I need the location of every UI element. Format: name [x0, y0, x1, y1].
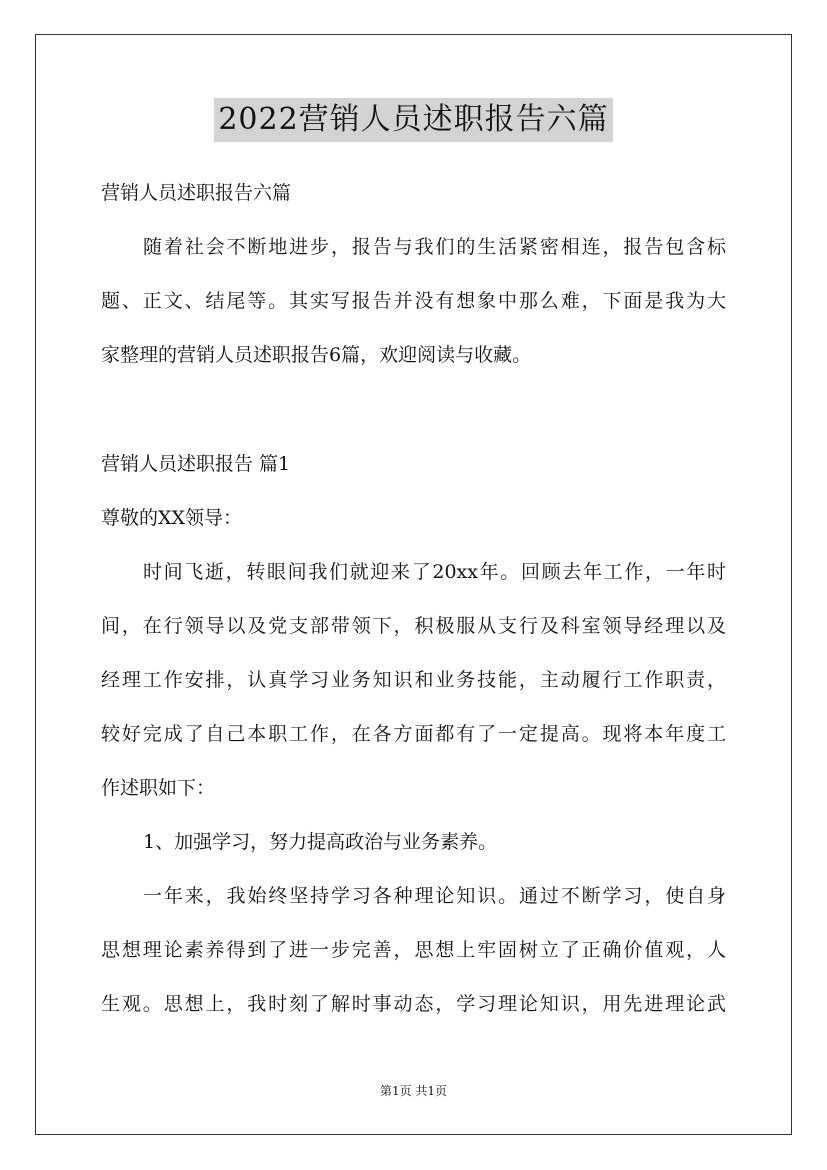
page-number: 第1页 共1页 — [379, 1084, 448, 1098]
point-1: 1、加强学习，努力提高政治与业务素养。 — [143, 831, 498, 853]
para2-line-1: 一年来，我始终坚持学习各种理论知识。通过不断学习，使自身 — [143, 885, 726, 907]
title-container — [0, 98, 827, 142]
section-heading: 营销人员述职报告 篇1 — [101, 453, 291, 475]
document-title: 2022营销人员述职报告六篇 — [214, 98, 612, 142]
intro-line-3: 家整理的营销人员述职报告6篇，欢迎阅读与收藏。 — [101, 344, 532, 366]
subtitle: 营销人员述职报告六篇 — [101, 182, 292, 204]
para1-line-2: 间，在行领导以及党支部带领下，积极服从支行及科室领导经理以及 — [101, 615, 726, 637]
intro-line-1: 随着社会不断地进步，报告与我们的生活紧密相连，报告包含标 — [143, 236, 726, 258]
para2-line-3: 生观。思想上，我时刻了解时事动态，学习理论知识，用先进理论武 — [101, 993, 726, 1015]
para1-line-1: 时间飞逝，转眼间我们就迎来了20xx年。回顾去年工作，一年时 — [143, 561, 726, 583]
para1-line-3: 经理工作安排，认真学习业务知识和业务技能，主动履行工作职责， — [101, 669, 726, 691]
para1-line-5: 作述职如下： — [101, 777, 216, 799]
salutation: 尊敬的XX领导： — [101, 507, 243, 529]
para2-line-2: 思想理论素养得到了进一步完善，思想上牢固树立了正确价值观，人 — [101, 939, 726, 961]
para1-line-4: 较好完成了自己本职工作，在各方面都有了一定提高。现将本年度工 — [101, 723, 726, 745]
intro-line-2: 题、正文、结尾等。其实写报告并没有想象中那么难，下面是我为大 — [101, 290, 726, 312]
